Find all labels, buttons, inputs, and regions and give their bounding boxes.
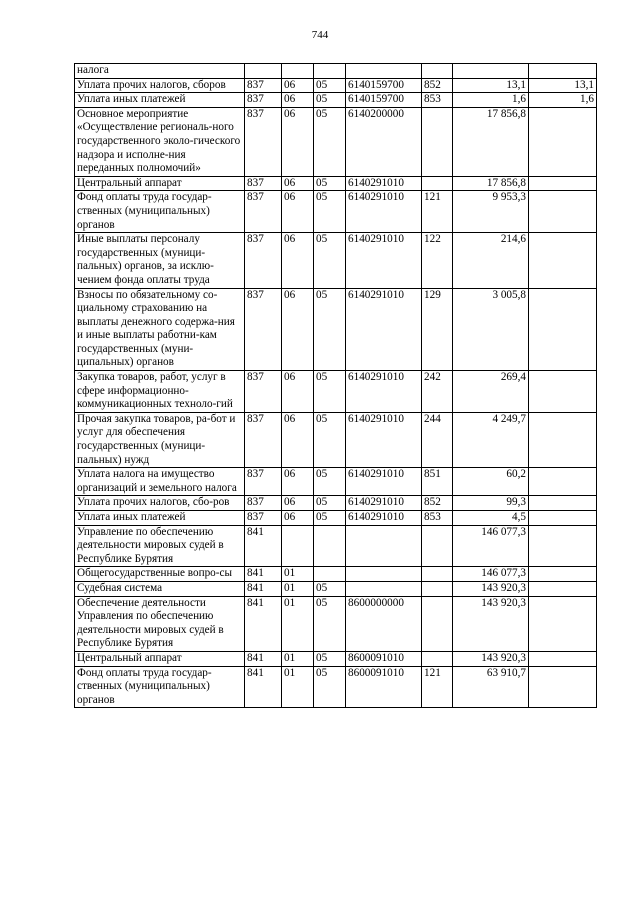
target-article-cell: 6140291010 xyxy=(346,468,422,496)
table-row xyxy=(75,525,597,567)
row-name-cell: Управление по обеспечению деятельности мировых судей в Республике Бурятия xyxy=(75,525,245,567)
amount-cell xyxy=(453,64,529,79)
subsection-code-cell: 05 xyxy=(314,468,346,496)
table-row xyxy=(75,64,597,79)
table-row xyxy=(75,107,597,176)
table-row xyxy=(75,412,597,467)
ministry-code-cell: 837 xyxy=(245,107,282,176)
amount-cell: 146 077,3 xyxy=(453,525,529,567)
amount-cell: 269,4 xyxy=(453,371,529,413)
expense-type-cell xyxy=(422,567,453,582)
budget-table xyxy=(74,63,597,708)
subsection-code-cell: 05 xyxy=(314,288,346,371)
ministry-code-cell: 837 xyxy=(245,176,282,191)
target-article-cell: 6140200000 xyxy=(346,107,422,176)
row-name-cell: Уплата иных платежей xyxy=(75,93,245,108)
expense-type-cell xyxy=(422,107,453,176)
row-name-cell: Уплата иных платежей xyxy=(75,511,245,526)
subsection-code-cell: 05 xyxy=(314,93,346,108)
ministry-code-cell: 837 xyxy=(245,468,282,496)
section-code-cell: 06 xyxy=(282,191,314,233)
subvention-amount-cell xyxy=(529,107,597,176)
expense-type-cell xyxy=(422,176,453,191)
section-code-cell: 01 xyxy=(282,666,314,708)
target-article-cell: 6140291010 xyxy=(346,233,422,288)
subsection-code-cell: 05 xyxy=(314,412,346,467)
table-row xyxy=(75,468,597,496)
ministry-code-cell: 837 xyxy=(245,288,282,371)
section-code-cell: 01 xyxy=(282,596,314,651)
amount-cell: 3 005,8 xyxy=(453,288,529,371)
ministry-code-cell: 837 xyxy=(245,233,282,288)
row-name-cell: Уплата налога на имущество организаций и земельного налога xyxy=(75,468,245,496)
amount-cell: 63 910,7 xyxy=(453,666,529,708)
row-name-cell: налога xyxy=(75,64,245,79)
expense-type-cell: 121 xyxy=(422,666,453,708)
ministry-code-cell: 841 xyxy=(245,651,282,666)
table-row xyxy=(75,93,597,108)
row-name-cell: Судебная система xyxy=(75,581,245,596)
amount-cell: 17 856,8 xyxy=(453,107,529,176)
subsection-code-cell: 05 xyxy=(314,78,346,93)
ministry-code-cell: 841 xyxy=(245,581,282,596)
table-row xyxy=(75,567,597,582)
subsection-code-cell: 05 xyxy=(314,107,346,176)
amount-cell: 146 077,3 xyxy=(453,567,529,582)
target-article-cell: 8600000000 xyxy=(346,596,422,651)
subvention-amount-cell xyxy=(529,596,597,651)
subvention-amount-cell xyxy=(529,176,597,191)
subvention-amount-cell: 13,1 xyxy=(529,78,597,93)
ministry-code-cell: 841 xyxy=(245,525,282,567)
expense-type-cell: 853 xyxy=(422,93,453,108)
subsection-code-cell: 05 xyxy=(314,581,346,596)
table-row xyxy=(75,666,597,708)
target-article-cell: 6140291010 xyxy=(346,176,422,191)
section-code-cell: 01 xyxy=(282,567,314,582)
section-code-cell xyxy=(282,525,314,567)
ministry-code-cell: 837 xyxy=(245,93,282,108)
expense-type-cell: 853 xyxy=(422,511,453,526)
subvention-amount-cell: 1,6 xyxy=(529,93,597,108)
table-row xyxy=(75,78,597,93)
expense-type-cell xyxy=(422,525,453,567)
amount-cell: 143 920,3 xyxy=(453,596,529,651)
subsection-code-cell: 05 xyxy=(314,176,346,191)
row-name-cell: Центральный аппарат xyxy=(75,176,245,191)
amount-cell: 143 920,3 xyxy=(453,651,529,666)
row-name-cell: Фонд оплаты труда государ-ственных (муниципальных) органов xyxy=(75,191,245,233)
section-code-cell: 06 xyxy=(282,78,314,93)
expense-type-cell: 122 xyxy=(422,233,453,288)
row-name-cell: Общегосударственные вопро-сы xyxy=(75,567,245,582)
expense-type-cell: 121 xyxy=(422,191,453,233)
expense-type-cell: 242 xyxy=(422,371,453,413)
ministry-code-cell: 841 xyxy=(245,666,282,708)
subsection-code-cell: 05 xyxy=(314,666,346,708)
target-article-cell: 6140291010 xyxy=(346,371,422,413)
section-code-cell: 06 xyxy=(282,107,314,176)
subsection-code-cell: 05 xyxy=(314,596,346,651)
row-name-cell: Основное мероприятие «Осуществление региональ-ного государственного эколо-гического надзора и исполне-ния переданных полномочий» xyxy=(75,107,245,176)
ministry-code-cell: 837 xyxy=(245,496,282,511)
subsection-code-cell: 05 xyxy=(314,511,346,526)
amount-cell: 1,6 xyxy=(453,93,529,108)
subvention-amount-cell xyxy=(529,288,597,371)
section-code-cell: 06 xyxy=(282,93,314,108)
subvention-amount-cell xyxy=(529,233,597,288)
expense-type-cell xyxy=(422,596,453,651)
target-article-cell: 6140291010 xyxy=(346,191,422,233)
row-name-cell: Прочая закупка товаров, ра-бот и услуг для обеспечения государственных (муници-пальных) нужд xyxy=(75,412,245,467)
section-code-cell: 06 xyxy=(282,371,314,413)
target-article-cell xyxy=(346,567,422,582)
subvention-amount-cell xyxy=(529,525,597,567)
target-article-cell: 6140159700 xyxy=(346,93,422,108)
subvention-amount-cell xyxy=(529,511,597,526)
amount-cell: 60,2 xyxy=(453,468,529,496)
row-name-cell: Иные выплаты персоналу государственных (муници-пальных) органов, за исклю-чением фонда оплаты труда xyxy=(75,233,245,288)
expense-type-cell: 852 xyxy=(422,496,453,511)
target-article-cell: 6140291010 xyxy=(346,496,422,511)
row-name-cell: Фонд оплаты труда государ-ственных (муниципальных) органов xyxy=(75,666,245,708)
amount-cell: 13,1 xyxy=(453,78,529,93)
amount-cell: 9 953,3 xyxy=(453,191,529,233)
section-code-cell: 06 xyxy=(282,511,314,526)
target-article-cell xyxy=(346,525,422,567)
section-code-cell: 06 xyxy=(282,468,314,496)
subvention-amount-cell xyxy=(529,651,597,666)
expense-type-cell: 851 xyxy=(422,468,453,496)
target-article-cell xyxy=(346,581,422,596)
subsection-code-cell xyxy=(314,64,346,79)
ministry-code-cell: 837 xyxy=(245,78,282,93)
subvention-amount-cell xyxy=(529,371,597,413)
expense-type-cell xyxy=(422,581,453,596)
subvention-amount-cell xyxy=(529,666,597,708)
amount-cell: 4,5 xyxy=(453,511,529,526)
table-row xyxy=(75,496,597,511)
subsection-code-cell: 05 xyxy=(314,371,346,413)
amount-cell: 4 249,7 xyxy=(453,412,529,467)
ministry-code-cell: 841 xyxy=(245,596,282,651)
target-article-cell: 8600091010 xyxy=(346,651,422,666)
subsection-code-cell: 05 xyxy=(314,191,346,233)
expense-type-cell: 129 xyxy=(422,288,453,371)
section-code-cell: 06 xyxy=(282,233,314,288)
table-row xyxy=(75,176,597,191)
row-name-cell: Взносы по обязательному со-циальному страхованию на выплаты денежного содержа-ния и иные выплаты работни-кам государственных (муни-ципальных) органов xyxy=(75,288,245,371)
target-article-cell: 8600091010 xyxy=(346,666,422,708)
target-article-cell: 6140291010 xyxy=(346,511,422,526)
ministry-code-cell: 837 xyxy=(245,371,282,413)
amount-cell: 99,3 xyxy=(453,496,529,511)
ministry-code-cell: 837 xyxy=(245,412,282,467)
table-row xyxy=(75,233,597,288)
target-article-cell: 6140159700 xyxy=(346,78,422,93)
ministry-code-cell: 837 xyxy=(245,511,282,526)
subvention-amount-cell xyxy=(529,567,597,582)
target-article-cell: 6140291010 xyxy=(346,412,422,467)
row-name-cell: Уплата прочих налогов, сбо-ров xyxy=(75,496,245,511)
table-row xyxy=(75,596,597,651)
expense-type-cell xyxy=(422,64,453,79)
table-row xyxy=(75,511,597,526)
section-code-cell: 06 xyxy=(282,496,314,511)
subsection-code-cell: 05 xyxy=(314,496,346,511)
table-row xyxy=(75,371,597,413)
target-article-cell xyxy=(346,64,422,79)
amount-cell: 17 856,8 xyxy=(453,176,529,191)
subvention-amount-cell xyxy=(529,191,597,233)
expense-type-cell: 852 xyxy=(422,78,453,93)
expense-type-cell: 244 xyxy=(422,412,453,467)
section-code-cell: 06 xyxy=(282,288,314,371)
subvention-amount-cell xyxy=(529,468,597,496)
subsection-code-cell xyxy=(314,567,346,582)
subsection-code-cell: 05 xyxy=(314,651,346,666)
subvention-amount-cell xyxy=(529,64,597,79)
row-name-cell: Закупка товаров, работ, услуг в сфере информационно-коммуникационных техноло-гий xyxy=(75,371,245,413)
table-row xyxy=(75,651,597,666)
section-code-cell: 06 xyxy=(282,412,314,467)
target-article-cell: 6140291010 xyxy=(346,288,422,371)
section-code-cell: 01 xyxy=(282,581,314,596)
budget-table-body xyxy=(75,64,597,708)
table-row xyxy=(75,191,597,233)
amount-cell: 214,6 xyxy=(453,233,529,288)
section-code-cell xyxy=(282,64,314,79)
ministry-code-cell xyxy=(245,64,282,79)
section-code-cell: 01 xyxy=(282,651,314,666)
page-number: 744 xyxy=(311,29,329,41)
subvention-amount-cell xyxy=(529,581,597,596)
subvention-amount-cell xyxy=(529,412,597,467)
table-row xyxy=(75,581,597,596)
ministry-code-cell: 837 xyxy=(245,191,282,233)
ministry-code-cell: 841 xyxy=(245,567,282,582)
row-name-cell: Обеспечение деятельности Управления по обеспечению деятельности мировых судей в Республике Бурятия xyxy=(75,596,245,651)
subsection-code-cell: 05 xyxy=(314,233,346,288)
subsection-code-cell xyxy=(314,525,346,567)
table-row xyxy=(75,288,597,371)
row-name-cell: Центральный аппарат xyxy=(75,651,245,666)
expense-type-cell xyxy=(422,651,453,666)
row-name-cell: Уплата прочих налогов, сборов xyxy=(75,78,245,93)
subvention-amount-cell xyxy=(529,496,597,511)
amount-cell: 143 920,3 xyxy=(453,581,529,596)
section-code-cell: 06 xyxy=(282,176,314,191)
